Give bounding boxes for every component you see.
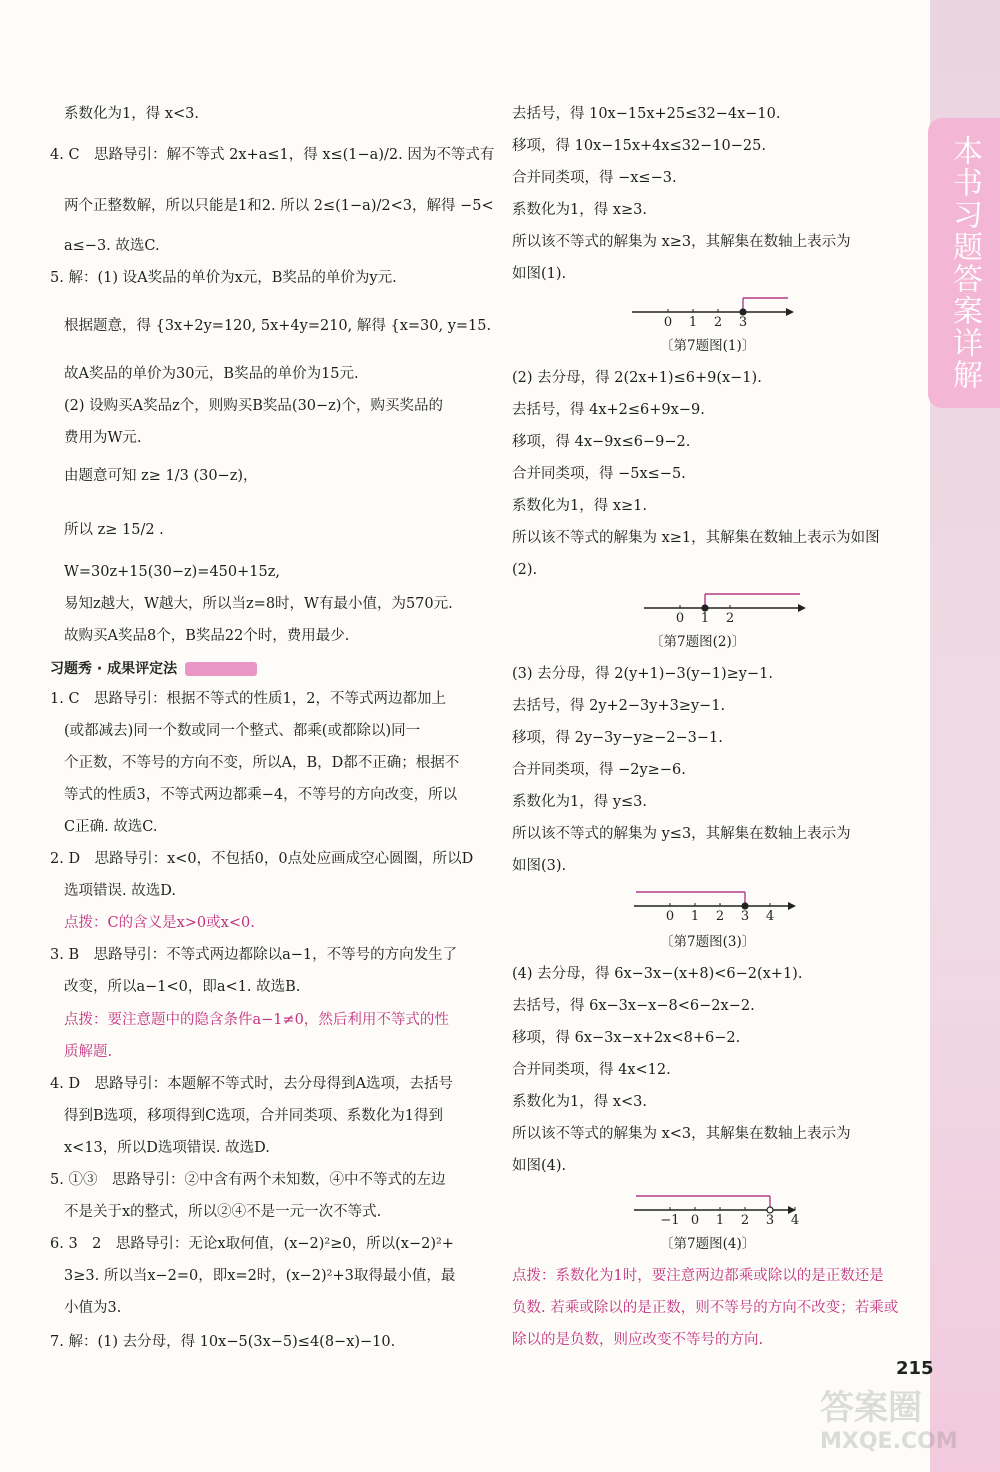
tick-label: 2 <box>740 1213 750 1228</box>
text-line: 改变，所以a−1<0，即a<1. 故选B. <box>64 979 301 995</box>
section-heading: 习题秀 · 成果评定法 <box>50 659 257 679</box>
text-line: 3. B 思路导引：不等式两边都除以a−1，不等号的方向发生了 <box>50 947 458 963</box>
tip-note: 质解题. <box>64 1044 113 1060</box>
text-line: 两个正整数解，所以只能是1和2. 所以 2≤(1−a)/2<3，解得 −5< <box>64 198 494 214</box>
sidebar-tab <box>928 118 1000 408</box>
tick-label: 2 <box>725 611 735 626</box>
text-line: 所以该不等式的解集为 x≥1，其解集在数轴上表示为如图 <box>512 530 880 546</box>
tip-note: 点拨：系数化为1时，要注意两边都乘或除以的是正数还是 <box>512 1268 884 1284</box>
closed-point <box>740 309 746 315</box>
text-line: 不是关于x的整式，所以②④不是一元一次不等式. <box>64 1204 382 1220</box>
number-line-figure-1 <box>628 292 798 330</box>
text-line: 个正数，不等号的方向不变，所以A，B，D都不正确；根据不 <box>64 755 460 771</box>
text-line: 小值为3. <box>64 1300 122 1316</box>
text-line: W=30z+15(30−z)=450+15z, <box>64 564 280 580</box>
tick-label: 2 <box>715 909 725 924</box>
text-line: (4) 去分母，得 6x−3x−(x+8)<6−2(x+1). <box>512 966 803 982</box>
text-line: 移项，得 10x−15x+4x≤32−10−25. <box>512 138 766 154</box>
text-line: 去括号，得 6x−3x−x−8<6−2x−2. <box>512 998 755 1014</box>
text-line: 合并同类项，得 −2y≥−6. <box>512 762 686 778</box>
number-line-svg <box>630 1190 800 1228</box>
tick-label: 1 <box>715 1213 725 1228</box>
text-line: 系数化为1，得 x≥3. <box>512 202 647 218</box>
text-line: 故购买A奖品8个，B奖品22个时，费用最少. <box>64 628 350 644</box>
text-line: 如图(3). <box>512 858 567 874</box>
tick-label: 1 <box>690 909 700 924</box>
watermark-bottom: MXQE.COM <box>820 1429 958 1454</box>
axis-arrow <box>798 604 806 612</box>
tick-label: 3 <box>740 909 750 924</box>
number-line-svg <box>630 886 800 924</box>
number-line-svg <box>628 292 798 330</box>
number-line-figure-3 <box>630 886 800 924</box>
text-line: 7. 解：(1) 去分母，得 10x−5(3x−5)≤4(8−x)−10. <box>50 1334 396 1350</box>
number-line-svg <box>640 588 810 626</box>
text-line: 移项，得 4x−9x≤6−9−2. <box>512 434 691 450</box>
text-line: 移项，得 6x−3x−x+2x<8+6−2. <box>512 1030 741 1046</box>
text-line: 合并同类项，得 −5x≤−5. <box>512 466 686 482</box>
tick-label: 4 <box>765 909 775 924</box>
text-line: 系数化为1，得 y≤3. <box>512 794 648 810</box>
tick-label: 0 <box>665 909 675 924</box>
closed-point <box>742 903 748 909</box>
text-line: 4. D 思路导引：本题解不等式时，去分母得到A选项，去括号 <box>50 1076 454 1092</box>
text-line: 所以 z≥ 15/2 . <box>64 522 164 538</box>
text-line: 4. C 思路导引：解不等式 2x+a≤1，得 x≤(1−a)/2. 因为不等式有 <box>50 147 495 163</box>
number-line-figure-4 <box>630 1190 800 1228</box>
text-line: 得到B选项，移项得到C选项，合并同类项、系数化为1得到 <box>64 1108 443 1124</box>
text-line: 易知z越大，W越大，所以当z=8时，W有最小值，为570元. <box>64 596 453 612</box>
tip-note: 负数. 若乘或除以的是正数，则不等号的方向不改变；若乘或 <box>512 1300 899 1316</box>
text-line: (2) 设购买A奖品z个，则购买B奖品(30−z)个，购买奖品的 <box>64 398 443 414</box>
text-line: C正确. 故选C. <box>64 819 158 835</box>
watermark-top: 答案圈 <box>820 1388 922 1428</box>
sidebar-title: 本书习题答案详解 <box>947 135 982 391</box>
tick-label: 3 <box>738 315 748 330</box>
figure-caption-2: 〔第7题图(2)〕 <box>650 634 746 650</box>
text-line: 6. 3 2 思路导引：无论x取何值，(x−2)²≥0，所以(x−2)²+ <box>50 1236 454 1252</box>
tick-label: 1 <box>700 611 710 626</box>
tip-note: 点拨：C的含义是x>0或x<0. <box>64 915 255 931</box>
tick-label: 0 <box>675 611 685 626</box>
text-line: 选项错误. 故选D. <box>64 883 176 899</box>
figure-caption-4: 〔第7题图(4)〕 <box>660 1236 756 1252</box>
text-line: 合并同类项，得 4x<12. <box>512 1062 671 1078</box>
watermark <box>820 1380 990 1460</box>
tip-note: 除以的是负数，则应改变不等号的方向. <box>512 1332 764 1348</box>
text-line: 所以该不等式的解集为 y≤3，其解集在数轴上表示为 <box>512 826 851 842</box>
closed-point <box>702 605 708 611</box>
text-line: 系数化为1，得 x≥1. <box>512 498 647 514</box>
text-line: 5. ①③ 思路导引：②中含有两个未知数，④中不等式的左边 <box>50 1172 446 1188</box>
text-line: a≤−3. 故选C. <box>64 238 160 254</box>
text-line: (或都减去)同一个数或同一个整式、都乘(或都除以)同一 <box>64 723 421 739</box>
page-number: 215 <box>896 1358 934 1379</box>
text-line: 由题意可知 z≥ 1/3 (30−z)， <box>64 468 258 484</box>
tick-label: 0 <box>663 315 673 330</box>
tick-label: −1 <box>660 1213 680 1228</box>
axis-arrow <box>786 308 794 316</box>
text-line: 合并同类项，得 −x≤−3. <box>512 170 677 186</box>
tick-label: 3 <box>765 1213 775 1228</box>
text-line: (3) 去分母，得 2(y+1)−3(y−1)≥y−1. <box>512 666 773 682</box>
text-line: 3≥3. 所以当x−2=0，即x=2时，(x−2)²+3取得最小值，最 <box>64 1268 456 1284</box>
axis-arrow <box>788 902 796 910</box>
number-line-figure-2 <box>640 588 810 626</box>
text-line: 等式的性质3，不等式两边都乘−4，不等号的方向改变，所以 <box>64 787 458 803</box>
text-line: 系数化为1，得 x<3. <box>64 106 199 122</box>
text-line: (2). <box>512 562 538 578</box>
figure-caption-3: 〔第7题图(3)〕 <box>660 934 756 950</box>
text-line: (2) 去分母，得 2(2x+1)≤6+9(x−1). <box>512 370 762 386</box>
text-line: 如图(1). <box>512 266 567 282</box>
text-line: 如图(4). <box>512 1158 567 1174</box>
text-line: 去括号，得 10x−15x+25≤32−4x−10. <box>512 106 781 122</box>
tip-note: 点拨：要注意题中的隐含条件a−1≠0，然后利用不等式的性 <box>64 1012 449 1028</box>
tick-label: 4 <box>790 1213 800 1228</box>
text-line: x<13，所以D选项错误. 故选D. <box>64 1140 270 1156</box>
section-badge <box>185 662 257 676</box>
text-line: 去括号，得 4x+2≤6+9x−9. <box>512 402 705 418</box>
text-line: 所以该不等式的解集为 x≥3，其解集在数轴上表示为 <box>512 234 851 250</box>
text-line: 2. D 思路导引：x<0，不包括0，0点处应画成空心圆圈，所以D <box>50 851 474 867</box>
text-line: 5. 解：(1) 设A奖品的单价为x元，B奖品的单价为y元. <box>50 270 397 286</box>
text-line: 系数化为1，得 x<3. <box>512 1094 647 1110</box>
tick-label: 0 <box>690 1213 700 1228</box>
text-line: 故A奖品的单价为30元，B奖品的单价为15元. <box>64 366 359 382</box>
tick-label: 1 <box>688 315 698 330</box>
open-point <box>767 1207 773 1213</box>
text-line: 移项，得 2y−3y−y≥−2−3−1. <box>512 730 723 746</box>
text-line: 费用为W元. <box>64 430 142 446</box>
text-line: 所以该不等式的解集为 x<3，其解集在数轴上表示为 <box>512 1126 851 1142</box>
figure-caption-1: 〔第7题图(1)〕 <box>660 338 756 354</box>
tick-label: 2 <box>713 315 723 330</box>
text-line: 去括号，得 2y+2−3y+3≥y−1. <box>512 698 726 714</box>
equation-system: 根据题意，得 {3x+2y=120, 5x+4y=210, 解得 {x=30, y=15. <box>64 318 492 334</box>
text-line: 1. C 思路导引：根据不等式的性质1，2，不等式两边都加上 <box>50 691 446 707</box>
